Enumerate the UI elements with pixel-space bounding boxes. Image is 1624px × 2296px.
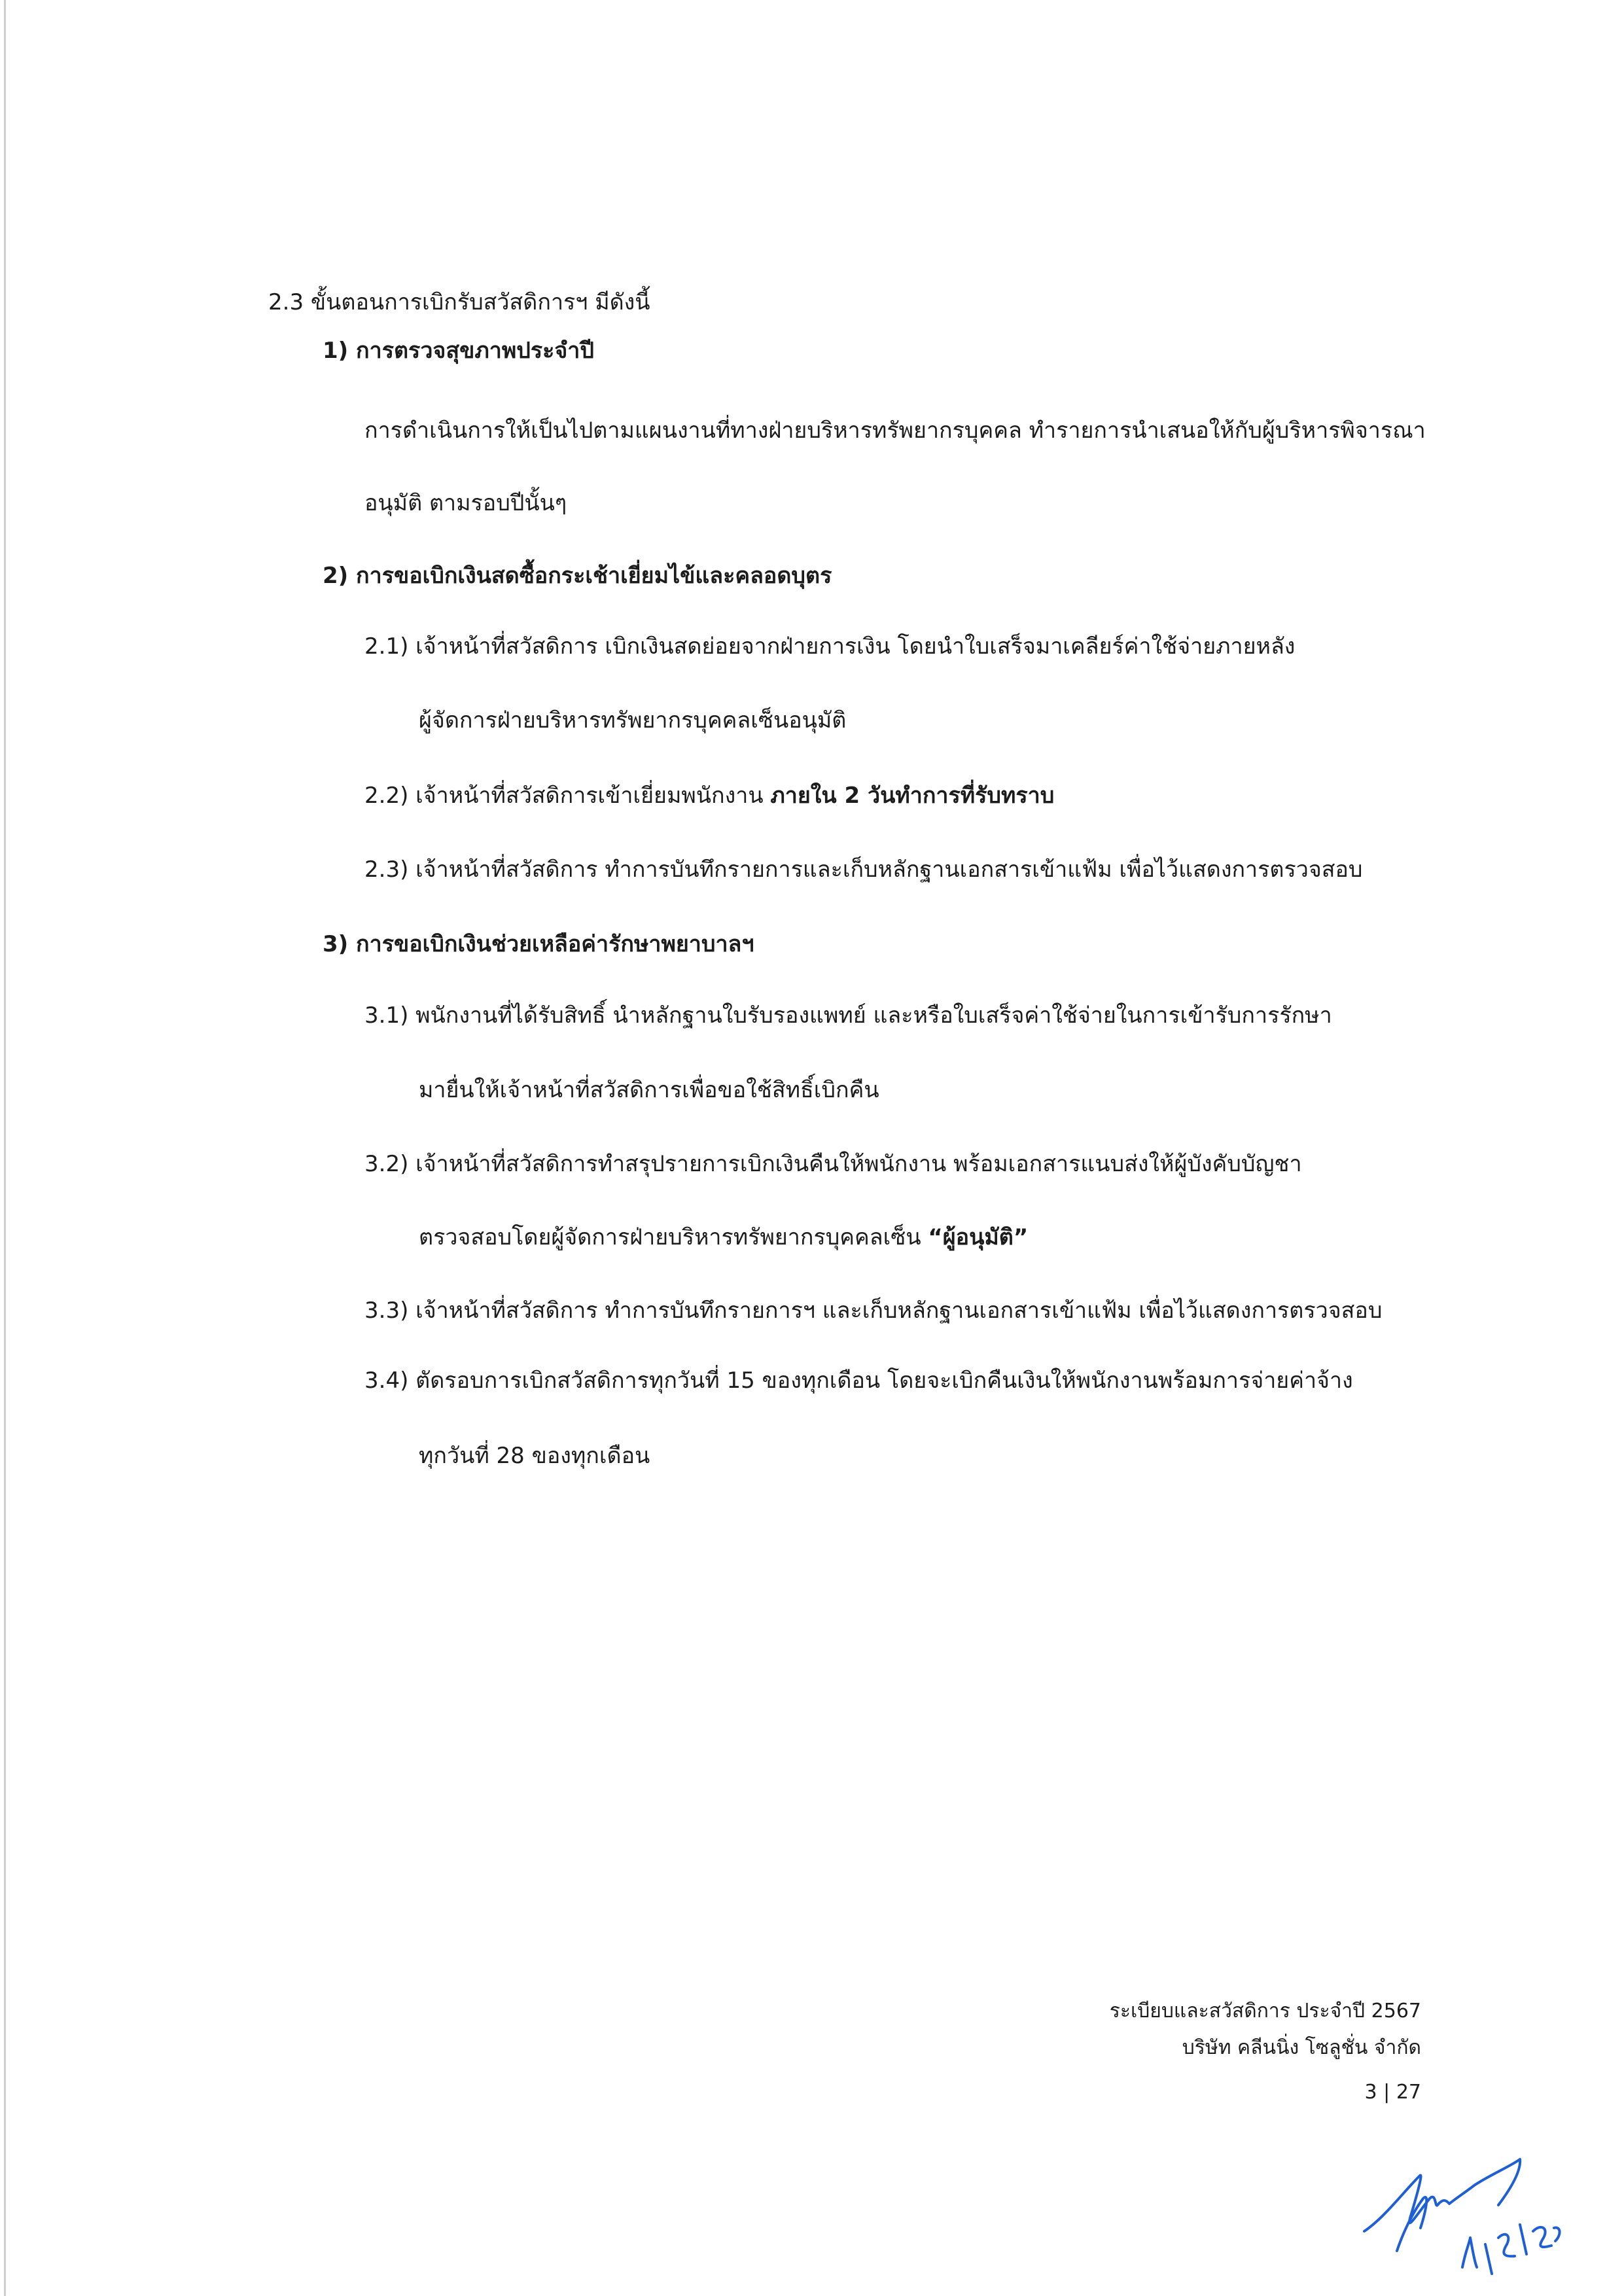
item-1-paragraph-line-1: การดำเนินการให้เป็นไปตามแผนงานที่ทางฝ่ายบริหารทรัพยากรบุคคล ทำรายการนำเสนอให้กับผู้บริหารพิจารณา bbox=[364, 417, 1426, 444]
item-1-paragraph-line-2: อนุมัติ ตามรอบปีนั้นๆ bbox=[364, 490, 567, 516]
step-3-1-line-2: มายื่นให้เจ้าหน้าที่สวัสดิการเพื่อขอใช้สิทธิ์เบิกคืน bbox=[419, 1077, 879, 1103]
date-stroke-1 bbox=[1462, 2238, 1477, 2267]
signature-stroke-main bbox=[1364, 2159, 1520, 2231]
step-3-3-line-1: 3.3) เจ้าหน้าที่สวัสดิการ ทำการบันทึกรายการฯ และเก็บหลักฐานเอกสารเข้าแฟ้ม เพื่อไว้แสดงการตรวจสอบ bbox=[364, 1298, 1383, 1324]
date-stroke-3 bbox=[1498, 2234, 1515, 2256]
footer-page-number: 3 | 27 bbox=[1364, 2081, 1421, 2104]
step-2-1-line-2: ผู้จัดการฝ่ายบริหารทรัพยากรบุคคลเซ็นอนุมัติ bbox=[419, 707, 847, 733]
handwritten-signature bbox=[1358, 2153, 1580, 2284]
footer-doc-title: ระเบียบและสวัสดิการ ประจำปี 2567 bbox=[1109, 2000, 1421, 2022]
step-3-2-line-1: 3.2) เจ้าหน้าที่สวัสดิการทำสรุปรายการเบิกเงินคืนให้พนักงาน พร้อมเอกสารแนบส่งให้ผู้บังคับบัญชา bbox=[364, 1151, 1302, 1177]
footer-company: บริษัท คลีนนิ่ง โซลูชั่น จำกัด bbox=[1182, 2036, 1421, 2059]
signature-stroke-loop bbox=[1397, 2197, 1426, 2251]
page-edge bbox=[4, 0, 6, 2296]
step-3-4-line-2: ทุกวันที่ 28 ของทุกเดือน bbox=[419, 1443, 650, 1469]
step-2-2-text: 2.2) เจ้าหน้าที่สวัสดิการเข้าเยี่ยมพนักงาน bbox=[364, 783, 771, 809]
date-stroke-2 bbox=[1485, 2244, 1492, 2274]
section-heading: 2.3 ขั้นตอนการเบิกรับสวัสดิการฯ มีดังนี้ bbox=[268, 289, 650, 315]
date-stroke-4 bbox=[1520, 2225, 1527, 2254]
step-2-1-line-1: 2.1) เจ้าหน้าที่สวัสดิการ เบิกเงินสดย่อยจากฝ่ายการเงิน โดยนำใบเสร็จมาเคลียร์ค่าใช้จ่ายภายหลัง bbox=[364, 633, 1296, 660]
step-3-4-line-1: 3.4) ตัดรอบการเบิกสวัสดิการทุกวันที่ 15 ของทุกเดือน โดยจะเบิกคืนเงินให้พนักงานพร้อมการจ่ายค่าจ้าง bbox=[364, 1368, 1353, 1394]
step-3-2-emphasis: “ผู้อนุมัติ” bbox=[928, 1224, 1029, 1250]
step-3-1-line-1: 3.1) พนักงานที่ได้รับสิทธิ์ นำหลักฐานใบรับรองแพทย์ และหรือใบเสร็จค่าใช้จ่ายในการเข้ารับการรักษา bbox=[364, 1002, 1332, 1029]
step-3-2-text: ตรวจสอบโดยผู้จัดการฝ่ายบริหารทรัพยากรบุคคลเซ็น bbox=[419, 1224, 928, 1250]
step-2-3-line-1: 2.3) เจ้าหน้าที่สวัสดิการ ทำการบันทึกรายการและเก็บหลักฐานเอกสารเข้าแฟ้ม เพื่อไว้แสดงการตรวจสอบ bbox=[364, 857, 1363, 883]
step-2-2-emphasis: ภายใน 2 วันทำการที่รับทราบ bbox=[770, 783, 1055, 809]
step-3-2-line-2 bbox=[419, 1223, 1028, 1252]
item-2-title: 2) การขอเบิกเงินสดซื้อกระเช้าเยี่ยมไข้และคลอดบุตร bbox=[323, 563, 832, 589]
date-stroke-5 bbox=[1533, 2227, 1560, 2247]
item-1-title: 1) การตรวจสุขภาพประจำปี bbox=[323, 338, 594, 364]
step-2-2-line-1 bbox=[364, 781, 1054, 810]
item-3-title: 3) การขอเบิกเงินช่วยเหลือค่ารักษาพยาบาลฯ bbox=[323, 931, 754, 957]
